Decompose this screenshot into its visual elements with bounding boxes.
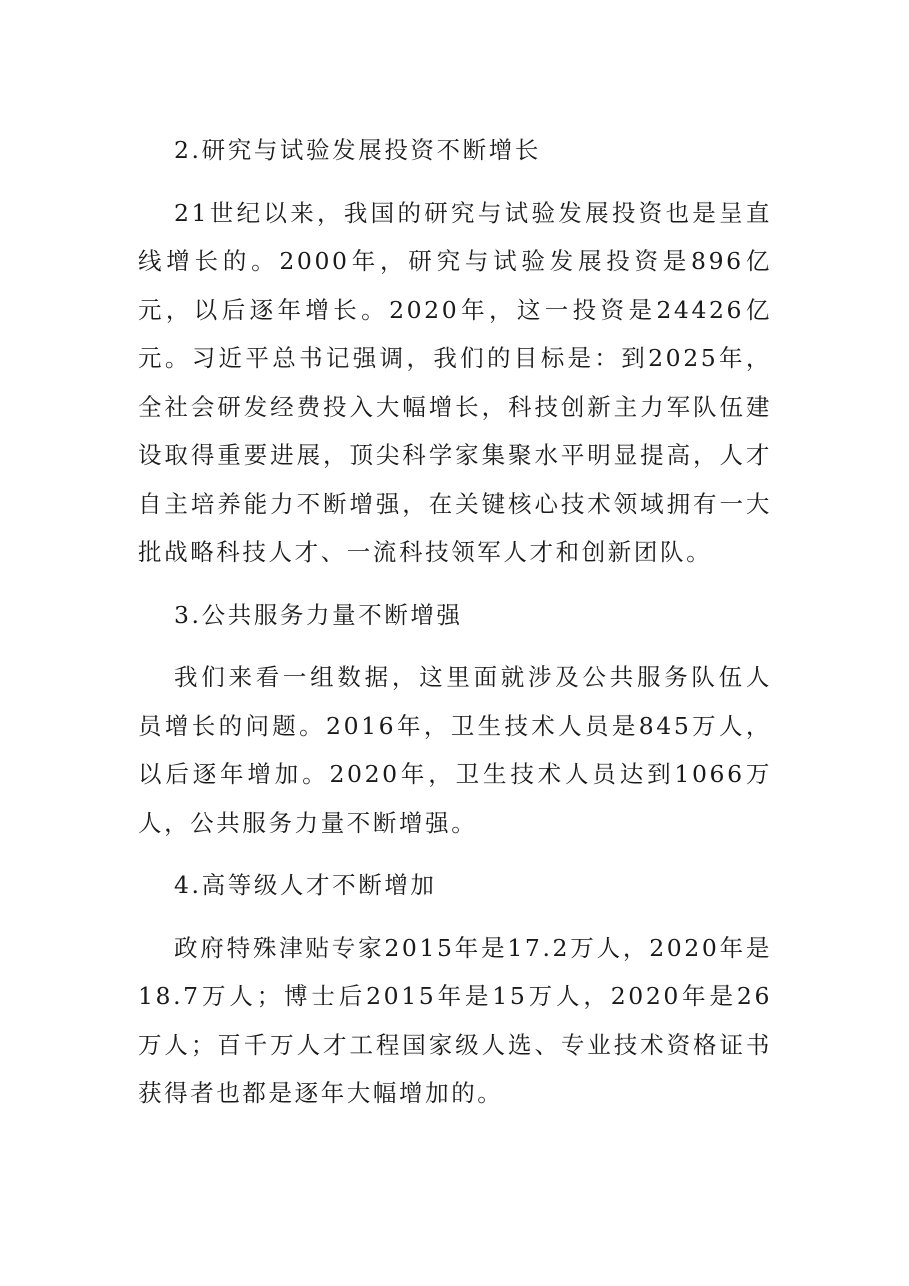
- section-paragraph-2: 21世纪以来，我国的研究与试验发展投资也是呈直线增长的。2000年，研究与试验发展投资是896亿元，以后逐年增长。2020年，这一投资是24426亿元。习近平总书记强调，我们的目标是：到2025年，全社会研发经费投入大幅增长，科技创新主力军队伍建设取得重要进展，顶尖科学家集聚水平明显提高，人才自主培养能力不断增强，在关键核心技术领域拥有一大批战略科技人才、一流科技领军人才和创新团队。: [138, 198, 772, 566]
- spacer: [138, 910, 772, 924]
- section-paragraph-4: 政府特殊津贴专家2015年是17.2万人，2020年是18.7万人；博士后2015年是15万人，2020年是26万人；百千万人才工程国家级人选、专业技术资格证书获得者也都是逐年大幅增加的。: [138, 933, 772, 1107]
- section-paragraph-3: 我们来看一组数据，这里面就涉及公共服务队伍人员增长的问题。2016年，卫生技术人员是845万人，以后逐年增加。2020年，卫生技术人员达到1066万人，公共服务力量不断增强。: [138, 663, 772, 837]
- section-heading-2: 2.研究与试验发展投资不断增长: [174, 136, 541, 164]
- spacer: [138, 639, 772, 653]
- section-heading-4: 4.高等级人才不断增加: [174, 871, 437, 899]
- document-body: [138, 126, 772, 1118]
- section-heading-3: 3.公共服务力量不断增强: [174, 600, 463, 629]
- spacer: [138, 847, 772, 861]
- spacer: [138, 577, 772, 591]
- spacer: [138, 175, 772, 189]
